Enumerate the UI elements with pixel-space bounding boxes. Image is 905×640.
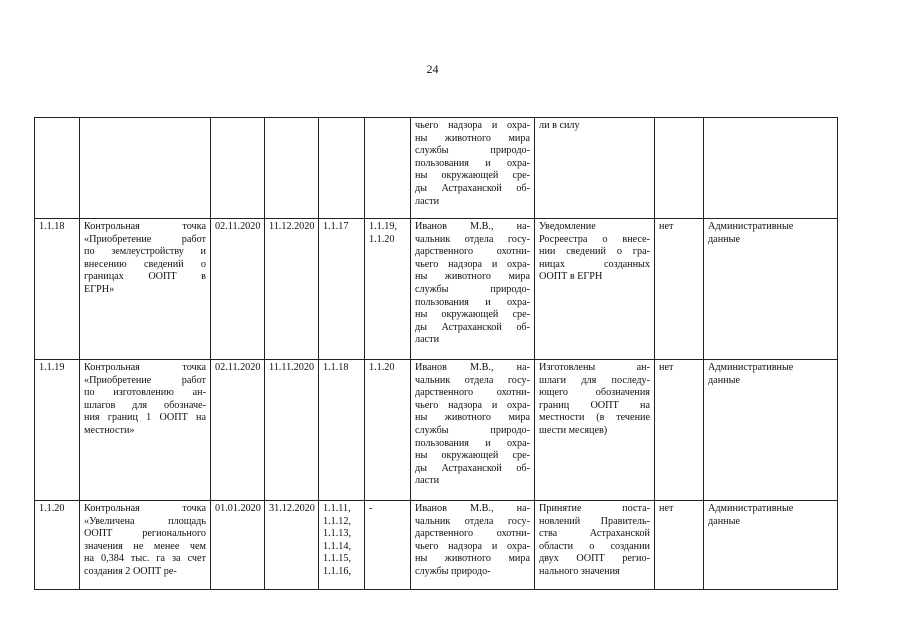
table-row [35, 118, 838, 219]
cell-line: ницах созданных [539, 258, 650, 270]
page-number: 24 [426, 62, 439, 76]
cell-line: Контрольная точка [84, 362, 206, 373]
plan-table [34, 117, 838, 590]
cell-line: местности (в течение [539, 412, 650, 424]
cell-line: ны животного мира [415, 412, 530, 424]
predecessor-cell [319, 219, 365, 360]
cell-line: чьего надзора и охра- [415, 399, 530, 411]
cell-line: ства Астраханской [539, 528, 650, 540]
cell-text: 01.01.2020 [215, 503, 261, 514]
cell-line: 1.1.12, [323, 515, 352, 527]
cell-line: Административные [708, 503, 794, 514]
cell-line: Административные [708, 362, 794, 373]
start-date-cell [211, 219, 265, 360]
source-cell [704, 360, 838, 501]
source-cell [704, 219, 838, 360]
cell-line: ды Астраханской об- [415, 182, 530, 194]
cell-text: 1.1.19 [39, 362, 65, 373]
cell-line: 1.1.20 [369, 233, 395, 245]
start-date-cell [211, 360, 265, 501]
item-number-cell [35, 360, 80, 501]
cell-line: чальник отдела госу- [415, 374, 530, 386]
predecessor-cell [319, 501, 365, 590]
responsible-cell [411, 501, 535, 590]
cell-line: по изготовлению ан- [84, 387, 206, 399]
cell-line: «Приобретение работ [84, 233, 206, 245]
start-date-cell [211, 501, 265, 590]
cell-text: 31.12.2020 [269, 503, 315, 514]
cell-line: шести месяцев) [539, 424, 608, 436]
cell-line: чьего надзора и охра- [415, 540, 530, 552]
event-name-cell [80, 360, 211, 501]
end-date-cell [265, 219, 319, 360]
cell-line: - [369, 503, 373, 514]
cell-line: дарственного охотни- [415, 246, 530, 258]
cell-line: шлаги для последу- [539, 374, 650, 386]
cell-line: пользования и охра- [415, 437, 530, 449]
result-cell [535, 118, 655, 219]
cell-line: ющего обозначения [539, 387, 650, 399]
cell-line: дарственного охотни- [415, 528, 530, 540]
cell-line: 1.1.19, [369, 221, 398, 232]
item-number-cell [35, 118, 80, 219]
cell-line: Контрольная точка [84, 503, 206, 514]
cell-line: новлений Правитель- [539, 515, 650, 527]
responsible-cell [411, 360, 535, 501]
cell-line: ны окружающей сре- [415, 450, 530, 462]
responsible-cell [411, 118, 535, 219]
cell-line: 1.1.17 [323, 221, 349, 232]
cell-line: границ ООПТ на [539, 399, 650, 411]
cell-line: чальник отдела госу- [415, 233, 530, 245]
cell-line: службы природо- [415, 283, 530, 295]
cell-line: ЕГРН» [84, 283, 115, 295]
successor-cell [365, 501, 411, 590]
cell-line: «Приобретение работ [84, 374, 206, 386]
table-row [35, 360, 838, 501]
cell-line: шлагов для обозначе- [84, 399, 206, 411]
flag-cell [655, 219, 704, 360]
cell-line: ООПТ регионального [84, 528, 206, 540]
cell-line: области о создании [539, 540, 650, 552]
cell-text: 02.11.2020 [215, 362, 261, 373]
cell-line: ны животного мира [415, 553, 530, 565]
cell-line: Принятие поста- [539, 503, 650, 514]
cell-line: данные [708, 374, 740, 386]
cell-line: Уведомление [539, 221, 596, 232]
cell-line: ния границ 1 ООПТ на [84, 412, 206, 424]
result-cell [535, 219, 655, 360]
cell-line: «Увеличена площадь [84, 515, 206, 527]
cell-line: нии сведений о гра- [539, 246, 650, 258]
responsible-cell [411, 219, 535, 360]
cell-line: ны животного мира [415, 132, 530, 144]
cell-line: 1.1.11, [323, 503, 351, 514]
source-cell [704, 501, 838, 590]
cell-line: нального значения [539, 565, 620, 577]
cell-line: службы природо- [415, 424, 530, 436]
cell-line: 1.1.14, [323, 540, 352, 552]
cell-line: ООПТ в ЕГРН [539, 271, 603, 283]
cell-line: двух ООПТ регио- [539, 553, 650, 565]
cell-line: 1.1.18 [323, 362, 349, 373]
item-number-cell [35, 219, 80, 360]
cell-line: службы природо- [415, 565, 491, 577]
cell-line: Иванов М.В., на- [415, 221, 530, 232]
cell-line: на 0,384 тыс. га за счет [84, 553, 206, 565]
cell-line: Иванов М.В., на- [415, 503, 530, 514]
cell-line: значения не менее чем [84, 540, 206, 552]
start-date-cell [211, 118, 265, 219]
cell-line: данные [708, 515, 740, 527]
cell-text: 11.12.2020 [269, 221, 315, 232]
cell-line: ны окружающей сре- [415, 309, 530, 321]
cell-line: пользования и охра- [415, 296, 530, 308]
cell-line: ны животного мира [415, 271, 530, 283]
successor-cell [365, 219, 411, 360]
cell-text: нет [659, 362, 674, 373]
cell-line: чальник отдела госу- [415, 515, 530, 527]
flag-cell [655, 360, 704, 501]
cell-text: 11.11.2020 [269, 362, 315, 373]
cell-line: Росреестра о внесе- [539, 233, 650, 245]
successor-cell [365, 360, 411, 501]
cell-line: чьего надзора и охра- [415, 258, 530, 270]
cell-text: 02.11.2020 [215, 221, 261, 232]
cell-text: нет [659, 503, 674, 514]
cell-line: по землеустройству и [84, 246, 206, 258]
predecessor-cell [319, 118, 365, 219]
result-cell [535, 360, 655, 501]
table-row [35, 501, 838, 590]
source-cell [704, 118, 838, 219]
cell-line: 1.1.20 [369, 362, 395, 373]
cell-line: 1.1.15, [323, 553, 352, 565]
cell-line: местности» [84, 424, 135, 436]
predecessor-cell [319, 360, 365, 501]
cell-line: пользования и охра- [415, 157, 530, 169]
cell-line: Изготовлены ан- [539, 362, 650, 373]
cell-line: дарственного охотни- [415, 387, 530, 399]
event-name-cell [80, 219, 211, 360]
cell-line: данные [708, 233, 740, 245]
end-date-cell [265, 118, 319, 219]
event-name-cell [80, 501, 211, 590]
cell-line: Иванов М.В., на- [415, 362, 530, 373]
cell-text: 1.1.20 [39, 503, 65, 514]
cell-line: чьего надзора и охра- [415, 120, 530, 131]
cell-line: Контрольная точка [84, 221, 206, 232]
cell-line: ды Астраханской об- [415, 321, 530, 333]
result-cell [535, 501, 655, 590]
cell-line: ласти [415, 475, 440, 487]
cell-line: создания 2 ООПТ ре- [84, 565, 177, 577]
cell-line: ласти [415, 334, 440, 346]
cell-line: службы природо- [415, 145, 530, 157]
cell-line: границах ООПТ в [84, 271, 206, 283]
cell-line: внесению сведений о [84, 258, 206, 270]
table-row [35, 219, 838, 360]
cell-text: 1.1.18 [39, 221, 65, 232]
cell-line: ласти [415, 195, 440, 207]
flag-cell [655, 118, 704, 219]
cell-line: ли в силу [539, 120, 580, 131]
item-number-cell [35, 501, 80, 590]
end-date-cell [265, 360, 319, 501]
successor-cell [365, 118, 411, 219]
end-date-cell [265, 501, 319, 590]
cell-line: Административные [708, 221, 794, 232]
cell-line: 1.1.13, [323, 528, 352, 540]
cell-text: нет [659, 221, 674, 232]
cell-line: ны окружающей сре- [415, 170, 530, 182]
cell-line: 1.1.16, [323, 565, 352, 577]
flag-cell [655, 501, 704, 590]
event-name-cell [80, 118, 211, 219]
cell-line: ды Астраханской об- [415, 462, 530, 474]
